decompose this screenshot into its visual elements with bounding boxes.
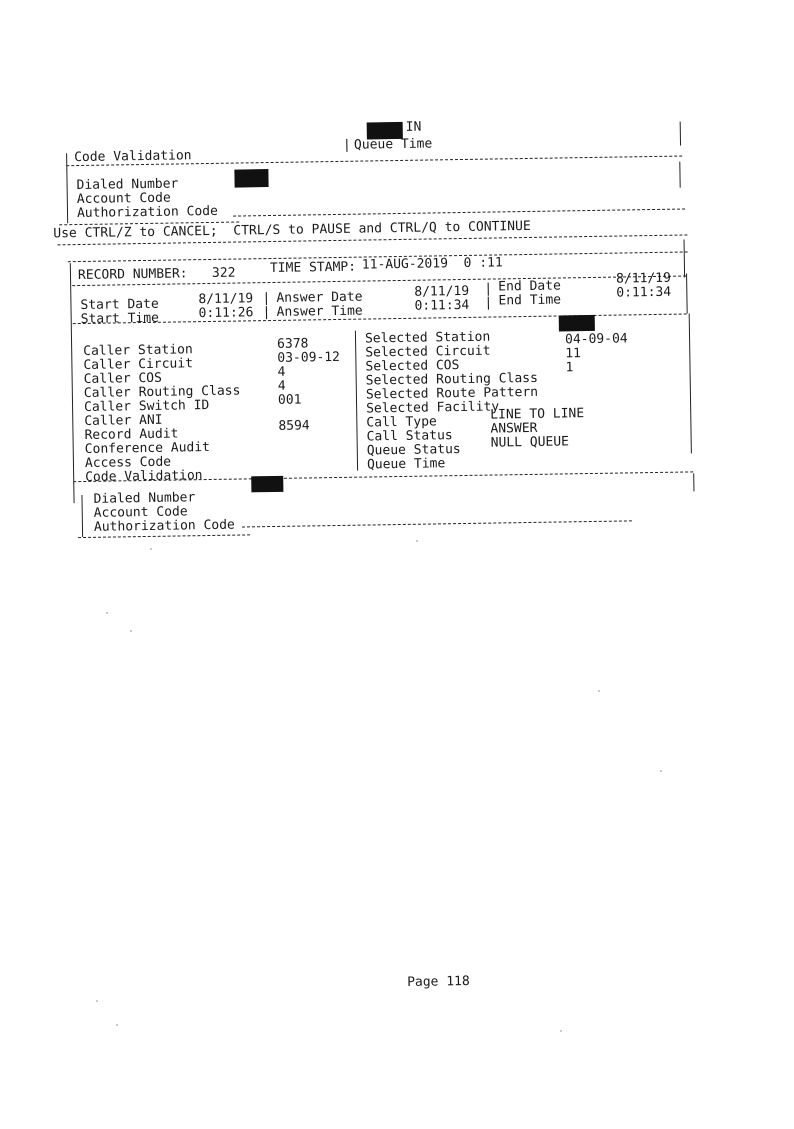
left-field-label: Caller Station [83,342,193,359]
timestamp-label: TIME STAMP: [269,259,357,277]
answer-time-value: 0:11:34 [414,297,470,314]
right-field-value: NULL QUEUE [490,434,570,451]
column-divider: | [484,295,493,311]
column-divider: | [262,291,271,307]
left-field-label: Caller COS [83,370,163,387]
end-time-label: End Time [498,292,562,309]
scan-speck [598,690,600,692]
answer-date-value: 8/11/19 [414,283,470,300]
scan-speck [116,1024,118,1026]
authorization-code-label: Authorization Code [93,517,235,535]
right-field-label: Selected Route Pattern [365,384,539,403]
dialed-number-label: Dialed Number [76,176,179,194]
queue-time-label: Queue Time [353,136,433,153]
page-number: Page 118 [407,973,470,990]
timestamp-value: 11-AUG-2019 0 :11 [361,255,503,273]
control-hint: Use CTRL/Z to CANCEL; CTRL/S to PAUSE and CTRL/Q to CONTINUE [53,218,531,242]
divider [680,122,681,146]
right-field-label: Selected COS [365,358,460,375]
start-date-label: Start Date [80,296,159,314]
queue-time-divider: | [342,137,351,153]
end-time-value: 0:11:34 [616,284,672,301]
separator-line [78,534,250,538]
right-field-value: LINE TO LINE [490,406,585,423]
record-left-border [70,263,75,503]
right-field-label: Call Status [366,428,453,445]
right-field-label: Selected Routing Class [365,370,538,389]
account-code-label: Account Code [93,504,188,521]
left-field-label: Caller Switch ID [83,397,210,415]
column-divider [355,331,358,471]
record-right-border [689,313,692,453]
left-field-label: Caller Routing Class [83,383,241,401]
scan-speck [150,548,152,550]
divider [66,153,68,223]
scan-speck [660,770,662,772]
start-time-label: Start Time [80,310,160,328]
separator-line [233,208,685,216]
right-field-value: ANSWER [490,420,538,437]
record-right-border [686,273,688,313]
column-divider: | [262,305,271,321]
dialed-number-label: Dialed Number [93,490,196,507]
record-right-border [693,473,694,491]
scan-speck [416,540,418,542]
redaction-block [559,315,595,332]
left-field-label: Caller ANI [84,412,163,429]
right-field-value: 04-09-04 [564,331,628,348]
redaction-block [251,476,283,493]
right-field-label: Selected Station [364,329,491,347]
start-date-value: 8/11/19 [198,291,254,308]
left-field-value: 001 [277,392,302,408]
scan-speck [96,1000,98,1002]
left-field-value: 8594 [278,418,310,434]
left-field-label: Record Audit [84,426,179,443]
record-number-label: RECORD NUMBER: [77,266,188,284]
left-field-value: 4 [277,378,286,394]
answer-date-label: Answer Date [276,289,363,306]
end-date-label: End Date [498,278,561,295]
scan-speck [560,1030,562,1032]
scan-speck [130,630,132,632]
right-field-label: Selected Facility [366,399,500,417]
left-field-label: Access Code [84,454,172,471]
record-left-border [81,495,83,537]
right-field-value: 11 [565,346,582,362]
redaction-block [234,169,268,188]
scan-speck [106,612,108,614]
answer-time-label: Answer Time [276,303,363,320]
account-code-label: Account Code [76,190,171,208]
left-field-value: 6378 [276,336,309,352]
left-field-label: Caller Circuit [83,356,194,373]
separator-line [242,520,632,527]
authorization-code-label: Authorization Code [76,203,219,222]
right-field-label: Queue Time [366,456,446,473]
left-field-label: Code Validation [85,468,203,485]
column-divider: | [484,281,493,297]
left-field-value: 4 [277,364,286,380]
divider [679,162,680,188]
start-time-value: 0:11:26 [198,305,254,322]
right-field-label: Call Type [366,414,437,431]
end-date-value: 8/11/19 [616,270,672,287]
left-field-label: Conference Audit [84,439,211,457]
in-label: IN [405,119,422,135]
right-field-label: Queue Status [366,442,461,459]
code-validation-label: Code Validation [74,148,192,166]
left-field-value: 03-09-12 [277,349,341,366]
right-field-label: Selected Circuit [365,343,491,361]
right-field-value: 1 [565,360,574,376]
record-right-border [684,240,686,278]
record-number-value: 322 [211,265,236,281]
